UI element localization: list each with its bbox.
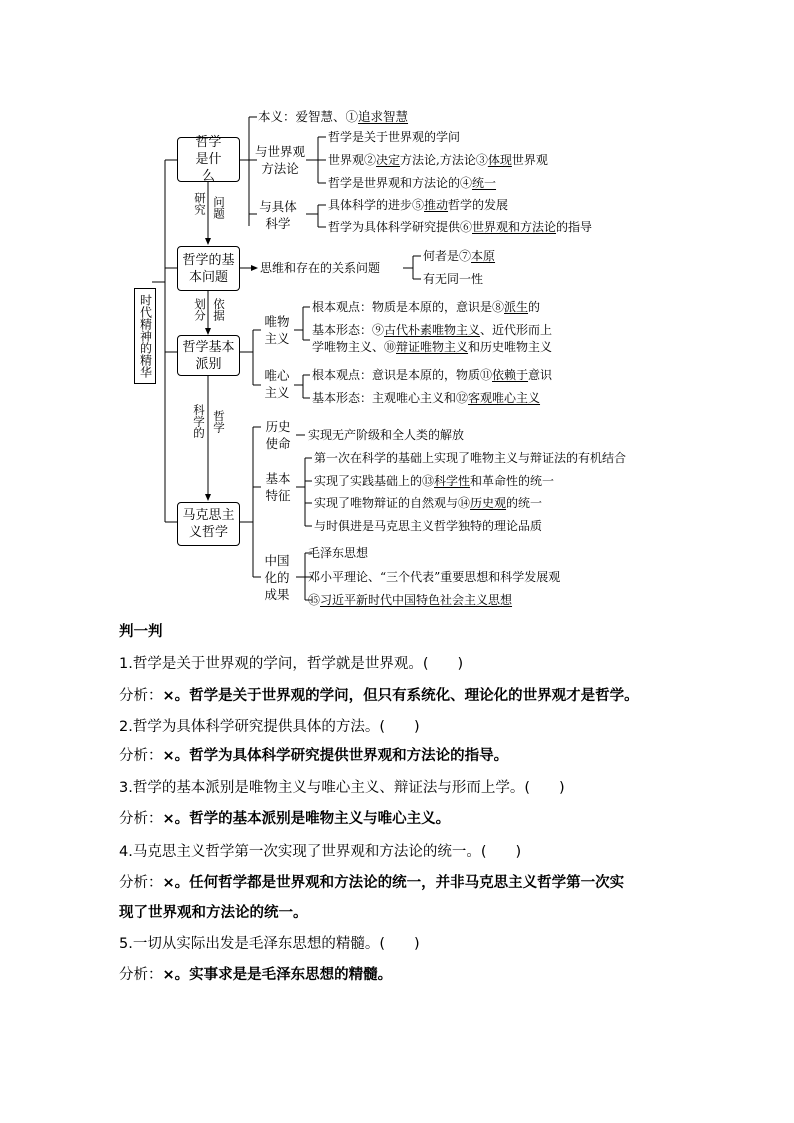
node-basic-label: 哲学的基本问题: [182, 252, 235, 285]
answer-5: 推动: [424, 198, 449, 212]
features-label: 基本特征: [265, 471, 291, 503]
materialism-form: 基本形态：⑨古代朴素唯物主义、近代形而上: [312, 323, 553, 337]
mission-text: 实现无产阶级和全人类的解放: [308, 428, 465, 442]
node-what-is-philosophy: [177, 137, 240, 182]
quiz-question-3: 3.哲学的基本派别是唯物主义与唯心主义、辩证法与形而上学。( ): [119, 780, 565, 796]
materialism-label: 唯物主义: [264, 314, 290, 346]
china-label: 中国化的成果: [264, 553, 290, 602]
link-basic-schools-a: 划分: [193, 298, 207, 321]
answer-8: 派生: [504, 300, 529, 314]
china-item-3: ⑮习近平新时代中国特色社会主义思想: [308, 593, 513, 607]
quiz-answer-1: 分析：×。哲学是关于世界观的学问，但只有系统化、理论化的世界观才是哲学。: [119, 688, 639, 704]
answer-10: 辩证唯物主义: [396, 340, 469, 354]
quiz-question-4: 4.马克思主义哲学第一次实现了世界观和方法论的统一。( ): [119, 844, 522, 860]
node-basic-schools: [177, 335, 240, 376]
science-item-2: 哲学为具体科学研究提供⑥世界观和方法论的指导: [328, 220, 593, 234]
idealism-view: 根本观点：意识是本原的，物质⑪依赖于意识: [312, 368, 553, 382]
quiz-question-1: 1.哲学是关于世界观的学问，哲学就是世界观。( ): [119, 656, 464, 672]
node-marxism: [177, 502, 240, 546]
link-schools-marx-b: 哲学: [212, 410, 226, 433]
materialism-form-cont: 学唯物主义、⑩辩证唯物主义和历史唯物主义: [312, 340, 553, 354]
feature-2: 实现了实践基础上的⑬科学性和革命性的统一: [314, 474, 555, 488]
quiz-answer-2: 分析：×。哲学为具体科学研究提供世界观和方法论的指导。: [119, 748, 509, 764]
quiz-answer-4: 分析：×。任何哲学都是世界观和方法论的统一，并非马克思主义哲学第一次实: [119, 875, 625, 891]
answer-2: 决定: [376, 153, 401, 167]
quiz-title: 判一判: [119, 624, 163, 640]
answer-3: 体现: [487, 153, 512, 167]
node-what-label: 哲学是什么: [195, 135, 222, 184]
china-item-1: 毛泽东思想: [308, 546, 369, 560]
quiz-question-5: 5.一切从实际出发是毛泽东思想的精髓。( ): [119, 936, 420, 952]
answer-9: 古代朴素唯物主义: [384, 323, 481, 337]
answer-7: 本原: [471, 249, 496, 263]
worldview-item-2: 世界观②决定方法论,方法论③体现世界观: [328, 153, 548, 167]
side-title-box: [134, 288, 156, 384]
answer-6: 世界观和方法论: [472, 220, 557, 234]
answer-15: 习近平新时代中国特色社会主义思想: [320, 593, 513, 607]
quiz-answer-5: 分析：×。实事求是是毛泽东思想的精髓。: [119, 967, 393, 983]
link-what-basic-b: 问题: [212, 196, 226, 219]
answer-11: 依赖于: [492, 368, 529, 382]
quiz-answer-4-cont: 现了世界观和方法论的统一。: [119, 905, 308, 921]
relation-text: 思维和存在的关系问题: [260, 261, 381, 275]
feature-1: 第一次在科学的基础上实现了唯物主义与辩证法的有机结合: [314, 451, 627, 465]
basic-item-1: 何者是⑦本原: [423, 249, 496, 263]
answer-14: 历史观: [470, 496, 507, 510]
node-basic-question: [177, 246, 240, 291]
mission-label: 历史使命: [265, 419, 291, 451]
answer-13: 科学性: [434, 474, 471, 488]
answer-12: 客观唯心主义: [468, 391, 541, 405]
worldview-item-3: 哲学是世界观和方法论的④统一: [328, 176, 497, 190]
science-label: 与具体科学: [259, 199, 297, 231]
china-item-2: 邓小平理论、“三个代表”重要思想和科学发展观: [308, 570, 561, 584]
node-schools-label: 哲学基本派别: [182, 339, 235, 372]
node-marx-label: 马克思主义哲学: [182, 508, 235, 540]
materialism-view: 根本观点：物质是本原的，意识是⑧派生的: [312, 300, 541, 314]
worldview-label: 与世界观方法论: [254, 144, 305, 176]
link-schools-marx-a: 科学的: [192, 404, 206, 439]
answer-4: 统一: [472, 176, 497, 190]
quiz-question-2: 2.哲学为具体科学研究提供具体的方法。( ): [119, 719, 420, 735]
answer-1: 追求智慧: [358, 109, 409, 124]
feature-3: 实现了唯物辩证的自然观与⑭历史观的统一: [314, 496, 543, 510]
link-basic-schools-b: 依据: [212, 298, 226, 321]
meaning-line: 本义：爱智慧、①追求智慧: [258, 109, 409, 124]
idealism-label: 唯心主义: [264, 368, 290, 400]
basic-item-2: 有无同一性: [423, 272, 484, 286]
science-item-1: 具体科学的进步⑤推动哲学的发展: [328, 198, 509, 212]
feature-4: 与时俱进是马克思主义哲学独特的理论品质: [314, 519, 543, 533]
quiz-answer-3: 分析：×。哲学的基本派别是唯物主义与唯心主义。: [119, 811, 451, 827]
side-title: 时代精神的精华: [138, 294, 153, 378]
idealism-form: 基本形态：主观唯心主义和⑫客观唯心主义: [312, 391, 541, 405]
worldview-item-1: 哲学是关于世界观的学问: [328, 130, 461, 144]
link-what-basic-a: 研究: [193, 192, 207, 215]
